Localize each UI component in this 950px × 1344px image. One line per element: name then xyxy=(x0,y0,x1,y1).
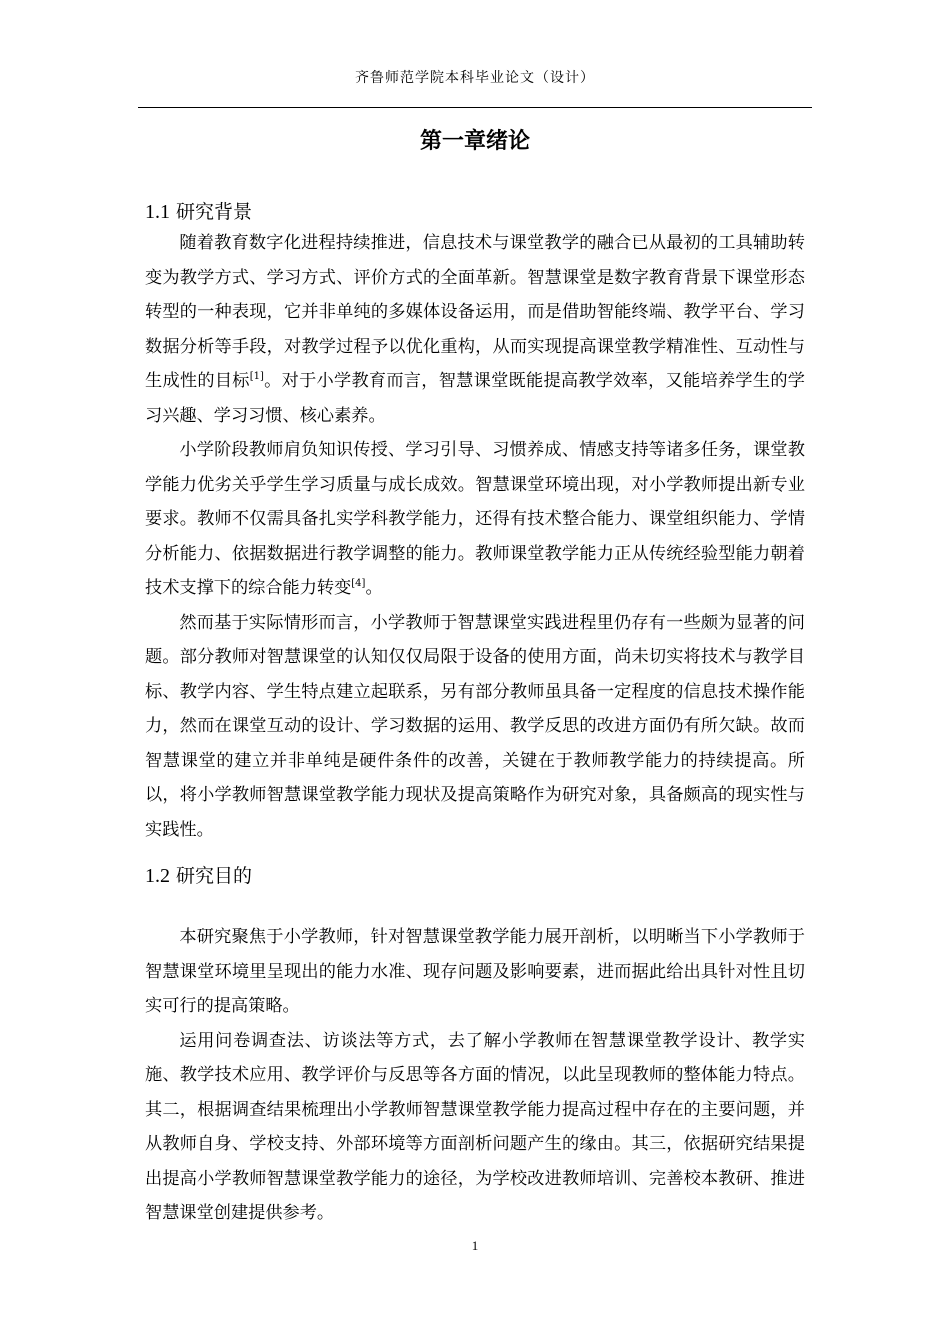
running-header: 齐鲁师范学院本科毕业论文（设计） xyxy=(355,70,595,86)
paragraph-text-continued: 。 xyxy=(365,578,383,598)
page-number: 1 xyxy=(471,1238,479,1253)
paragraph xyxy=(145,226,805,433)
paragraph-text: 本研究聚焦于小学教师，针对智慧课堂教学能力展开剖析，以明晰当下小学教师于智慧课堂环境里呈现出的能力水准、现存问题及影响要素，进而据此给出具针对性且切实可行的提高策略。 xyxy=(145,927,805,1016)
paragraph xyxy=(145,433,805,606)
paragraph xyxy=(145,920,805,1024)
paragraph xyxy=(145,606,805,848)
chapter-title: 第一章绪论 xyxy=(419,129,530,154)
section-title: 研究背景 xyxy=(176,201,253,223)
paragraph-text-continued: 。对于小学教育而言，智慧课堂既能提高教学效率，又能培养学生的学习兴趣、学习习惯、核心素养。 xyxy=(145,371,805,426)
header-rule xyxy=(138,107,812,108)
section-title: 研究目的 xyxy=(176,865,253,887)
section-number: 1.1 xyxy=(145,201,170,223)
section-heading-1-1 xyxy=(145,198,252,226)
paragraph-text: 然而基于实际情形而言，小学教师于智慧课堂实践进程里仍存有一些颇为显著的问题。部分教师对智慧课堂的认知仅仅局限于设备的使用方面，尚未切实将技术与教学目标、教学内容、学生特点建立起联系，另有部分教师虽具备一定程度的信息技术操作能力，然而在课堂互动的设计、学习数据的运用、教学反思的改进方面仍有所欠缺。故而智慧课堂的建立并非单纯是硬件条件的改善，关键在于教师教学能力的持续提高。所以，将小学教师智慧课堂教学能力现状及提高策略作为研究对象，具备颇高的现实性与实践性。 xyxy=(145,612,805,840)
citation: [1] xyxy=(249,371,264,382)
paragraph-text: 随着教育数字化进程持续推进，信息技术与课堂教学的融合已从最初的工具辅助转变为教学方式、学习方式、评价方式的全面革新。智慧课堂是数字教育背景下课堂形态转型的一种表现，它并非单纯的多媒体设备运用，而是借助智能终端、教学平台、学习数据分析等手段，对教学过程予以优化重构，从而实现提高课堂教学精准性、互动性与生成性的目标 xyxy=(145,233,805,391)
paragraph xyxy=(145,1024,805,1231)
section-body-1-2 xyxy=(145,920,805,1231)
section-heading-1-2 xyxy=(145,862,252,890)
paragraph-text: 小学阶段教师肩负知识传授、学习引导、习惯养成、情感支持等诸多任务，课堂教学能力优劣关乎学生学习质量与成长成效。智慧课堂环境出现，对小学教师提出新专业要求。教师不仅需具备扎实学科教学能力，还得有技术整合能力、课堂组织能力、学情分析能力、依据数据进行教学调整的能力。教师课堂教学能力正从传统经验型能力朝着技术支撑下的综合能力转变 xyxy=(145,440,805,598)
paragraph-text: 运用问卷调查法、访谈法等方式，去了解小学教师在智慧课堂教学设计、教学实施、教学技术应用、教学评价与反思等各方面的情况，以此呈现教师的整体能力特点。其二，根据调查结果梳理出小学教师智慧课堂教学能力提高过程中存在的主要问题，并从教师自身、学校支持、外部环境等方面剖析问题产生的缘由。其三，依据研究结果提出提高小学教师智慧课堂教学能力的途径，为学校改进教师培训、完善校本教研、推进智慧课堂创建提供参考。 xyxy=(145,1030,805,1223)
section-number: 1.2 xyxy=(145,865,170,887)
citation: [4] xyxy=(351,578,366,589)
section-body-1-1 xyxy=(145,226,805,847)
